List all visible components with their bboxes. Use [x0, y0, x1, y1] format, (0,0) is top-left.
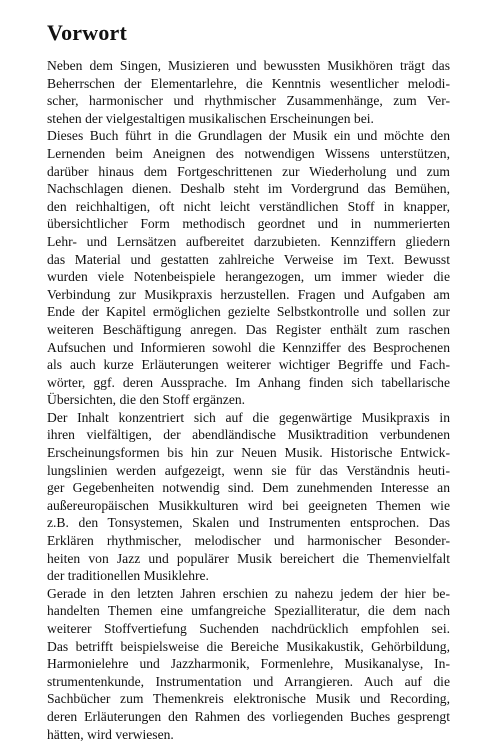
text-line: den reichhaltigen, oft nicht leicht verständlichen Stoff in knapper,: [47, 198, 450, 214]
text-line: Neben dem Singen, Musizieren und bewussten Musikhören trägt das: [47, 58, 450, 73]
text-line: weiteren Beschäftigung anregen. Das Register enthält zum raschen: [47, 321, 450, 337]
text-line: z.B. den Tonsystemen, Skalen und Instrumenten entsprochen. Das: [47, 515, 450, 531]
text-line: deren Erläuterungen den Rahmen des vorliegenden Buches gesprengt: [47, 708, 450, 724]
text-line: strumentenkunde, Instrumentation und Arrangieren. Auch auf die: [47, 673, 450, 689]
text-line: Sachbücher zum Themenkreis elektronische Musik und Recording,: [47, 691, 450, 707]
text-line: ihren vielfältigen, der abendländische Musiktradition verbundenen: [47, 427, 450, 443]
text-line: wurden viele Notenbeispiele herangezogen, um immer wieder die: [47, 269, 450, 285]
text-line: Nachschlagen dienen. Deshalb steht im Vordergrund das Bemühen,: [47, 181, 450, 197]
body-text: [47, 57, 450, 743]
text-line: Lehr- und Lernsätzen aufbereitet darzubieten. Kennziffern gliedern: [47, 233, 450, 249]
text-line: darüber hinaus dem Fortgeschrittenen zur Wiederholung und zum: [47, 163, 450, 179]
text-line: der traditionellen Musiklehre.: [47, 568, 209, 584]
text-line: hätten, wird verwiesen.: [47, 726, 174, 742]
text-line: Erscheinungsformen bis hin zur Neuen Musik. Historische Entwick-: [47, 445, 450, 461]
text-line: als auch kurze Erläuterungen weiterer wichtiger Begriffe und Fach-: [47, 357, 450, 373]
text-line: lungslinien werden aufgezeigt, wenn sie für das Verständnis heuti-: [47, 462, 450, 478]
text-line: wörter, ggf. deren Aussprache. Im Anhang finden sich tabellarische: [47, 374, 450, 390]
text-line: stehen der vielgestaltigen musikalischen Erscheinungen bei.: [47, 110, 374, 126]
text-line: Beherrschen der Elementarlehre, die Kenntnis wesentlicher melodi-: [47, 75, 450, 91]
paragraph: [47, 57, 450, 127]
text-line: das Material und gestatten zahlreiche Verweise im Text. Bewusst: [47, 251, 450, 267]
text-line: übersichtlicher Form methodisch geordnet und in nummerierten: [47, 216, 450, 232]
text-line: Ende der Kapitel ermöglichen gezielte Selbstkontrolle und sollen zur: [47, 304, 450, 320]
text-line: Aufsuchen und Informieren sowohl die Kennziffer des Besprochenen: [47, 339, 450, 355]
text-line: Lernenden beim Aneignen des notwendigen Wissens unterstützen,: [47, 145, 450, 161]
text-line: handelten Themen eine umfangreiche Spezialliteratur, die dem nach: [47, 603, 450, 619]
paragraph: [47, 409, 450, 585]
text-line: scher, harmonischer und rhythmischer Zusammenhänge, zum Ver-: [47, 93, 450, 109]
text-line: Das betrifft beispielsweise die Bereiche Musikakustik, Gehörbildung,: [47, 638, 450, 654]
text-line: Gerade in den letzten Jahren erschien zu nahezu jedem der hier be-: [47, 585, 450, 601]
text-line: Erklären rhythmischer, melodischer und harmonischer Besonder-: [47, 533, 450, 549]
text-line: weiterer Stoffvertiefung Suchenden nachdrücklich empfohlen sei.: [47, 621, 450, 636]
text-line: Dieses Buch führt in die Grundlagen der Musik ein und möchte den: [47, 128, 450, 144]
paragraph: [47, 585, 450, 743]
text-line: heiten von Jazz und populärer Musik bereichert die Themenvielfalt: [47, 550, 450, 566]
text-line: Verbindung zur Musikpraxis herzustellen. Fragen und Aufgaben am: [47, 286, 450, 302]
page-title: Vorwort: [47, 20, 128, 45]
text-line: ger Gegebenheiten notwendig sind. Dem zunehmenden Interesse an: [47, 480, 450, 496]
text-line: außereuropäischen Musikkulturen wird bei geeigneten Themen wie: [47, 497, 450, 513]
text-line: Der Inhalt konzentriert sich auf die gegenwärtige Musikpraxis in: [47, 409, 450, 425]
text-line: Übersichten, die den Stoff ergänzen.: [47, 392, 246, 408]
paragraph: [47, 127, 450, 409]
text-line: Harmonielehre und Jazzharmonik, Formenlehre, Musikanalyse, In-: [47, 656, 450, 672]
